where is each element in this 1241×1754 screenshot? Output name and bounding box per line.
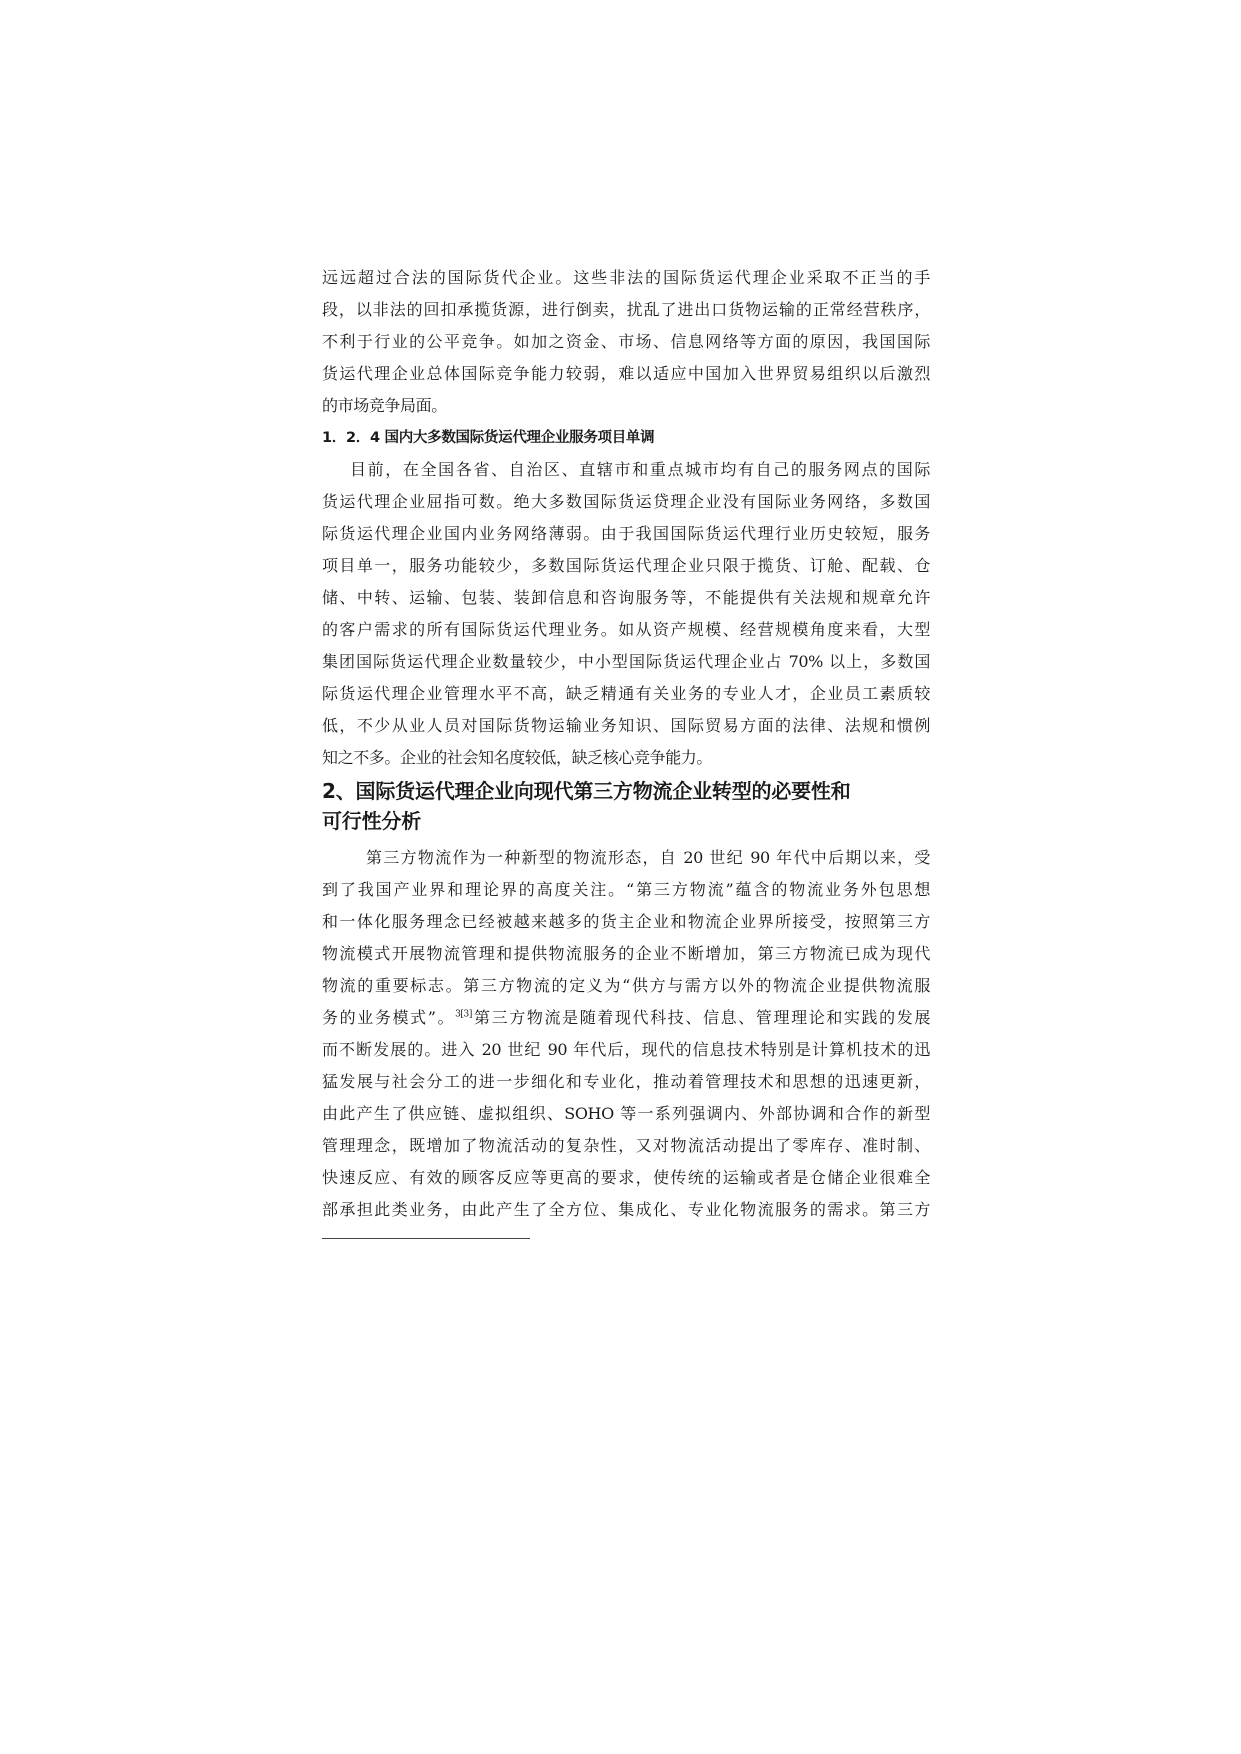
text-line: 第三方物流作为一种新型的物流形态，自 20 世纪 90 年代中后期以来，受 bbox=[366, 848, 930, 867]
document-page bbox=[322, 262, 930, 1239]
text-line: 部承担此类业务，由此产生了全方位、集成化、专业化物流服务的需求。第三方 bbox=[322, 1200, 930, 1219]
section-heading bbox=[322, 776, 930, 836]
text-fragment: 务的业务模式”。 bbox=[322, 1008, 456, 1027]
text-line: 不利于行业的公平竞争。如加之资金、市场、信息网络等方面的原因，我国国际 bbox=[322, 332, 930, 351]
text-line: 货运代理企业总体国际竞争能力较弱，难以适应中国加入世界贸易组织以后激烈 bbox=[322, 364, 930, 383]
text-line: 低，不少从业人员对国际货物运输业务知识、国际贸易方面的法律、法规和惯例 bbox=[322, 716, 930, 735]
body-paragraph bbox=[322, 262, 930, 422]
footnote-divider bbox=[322, 1238, 530, 1239]
text-line: 由此产生了供应链、虚拟组织、SOHO 等一系列强调内、外部协调和合作的新型 bbox=[322, 1104, 930, 1123]
body-paragraph bbox=[322, 842, 930, 1226]
text-line-with-citation bbox=[322, 1002, 930, 1034]
text-line: 项目单一，服务功能较少，多数国际货运代理企业只限于揽货、订舱、配载、仓 bbox=[322, 556, 930, 575]
text-line: 储、中转、运输、包装、装卸信息和咨询服务等，不能提供有关法规和规章允许 bbox=[322, 588, 930, 607]
text-line: 物流模式开展物流管理和提供物流服务的企业不断增加，第三方物流已成为现代 bbox=[322, 944, 930, 963]
text-line: 际货运代理企业管理水平不高，缺乏精通有关业务的专业人才，企业员工素质较 bbox=[322, 684, 930, 703]
text-line: 而不断发展的。进入 20 世纪 90 年代后，现代的信息技术特别是计算机技术的迅 bbox=[322, 1040, 930, 1059]
text-line: 的客户需求的所有国际货运代理业务。如从资产规模、经营规模角度来看，大型 bbox=[322, 620, 930, 639]
text-line: 段，以非法的回扣承揽货源，进行倒卖，扰乱了进出口货物运输的正常经营秩序， bbox=[322, 300, 930, 319]
text-line: 远远超过合法的国际货代企业。这些非法的国际货运代理企业采取不正当的手 bbox=[322, 268, 930, 287]
text-line: 集团国际货运代理企业数量较少，中小型国际货运代理企业占 70% 以上，多数国 bbox=[322, 652, 930, 671]
section-heading-line: 可行性分析 bbox=[322, 809, 421, 833]
citation-marker: 3[3] bbox=[455, 1009, 472, 1020]
text-line: 物流的重要标志。第三方物流的定义为“供方与需方以外的物流企业提供物流服 bbox=[322, 976, 930, 995]
text-line: 猛发展与社会分工的进一步细化和专业化，推动着管理技术和思想的迅速更新， bbox=[322, 1072, 930, 1091]
text-line: 和一体化服务理念已经被越来越多的货主企业和物流企业界所接受，按照第三方 bbox=[322, 912, 930, 931]
text-line: 货运代理企业屈指可数。绝大多数国际货运贷理企业没有国际业务网络，多数国 bbox=[322, 492, 930, 511]
text-line: 际货运代理企业国内业务网络薄弱。由于我国国际货运代理行业历史较短，服务 bbox=[322, 524, 930, 543]
section-heading-line: 2、国际货运代理企业向现代第三方物流企业转型的必要性和 bbox=[322, 779, 851, 803]
text-line: 管理理念，既增加了物流活动的复杂性，又对物流活动提出了零库存、准时制、 bbox=[322, 1136, 930, 1155]
subsection-heading: 1．2．4 国内大多数国际货运代理企业服务项目单调 bbox=[322, 430, 655, 446]
text-line: 的市场竞争局面。 bbox=[322, 396, 447, 415]
text-line: 快速反应、有效的顾客反应等更高的要求，使传统的运输或者是仓储企业很难全 bbox=[322, 1168, 930, 1187]
body-paragraph bbox=[322, 454, 930, 774]
text-line: 知之不多。企业的社会知名度较低，缺乏核心竞争能力。 bbox=[322, 748, 713, 767]
text-line: 目前，在全国各省、自治区、直辖市和重点城市均有自己的服务网点的国际 bbox=[350, 460, 930, 479]
text-fragment: 第三方物流是随着现代科技、信息、管理理论和实践的发展 bbox=[471, 1008, 930, 1027]
text-line: 到了我国产业界和理论界的高度关注。“第三方物流”蕴含的物流业务外包思想 bbox=[322, 880, 930, 899]
